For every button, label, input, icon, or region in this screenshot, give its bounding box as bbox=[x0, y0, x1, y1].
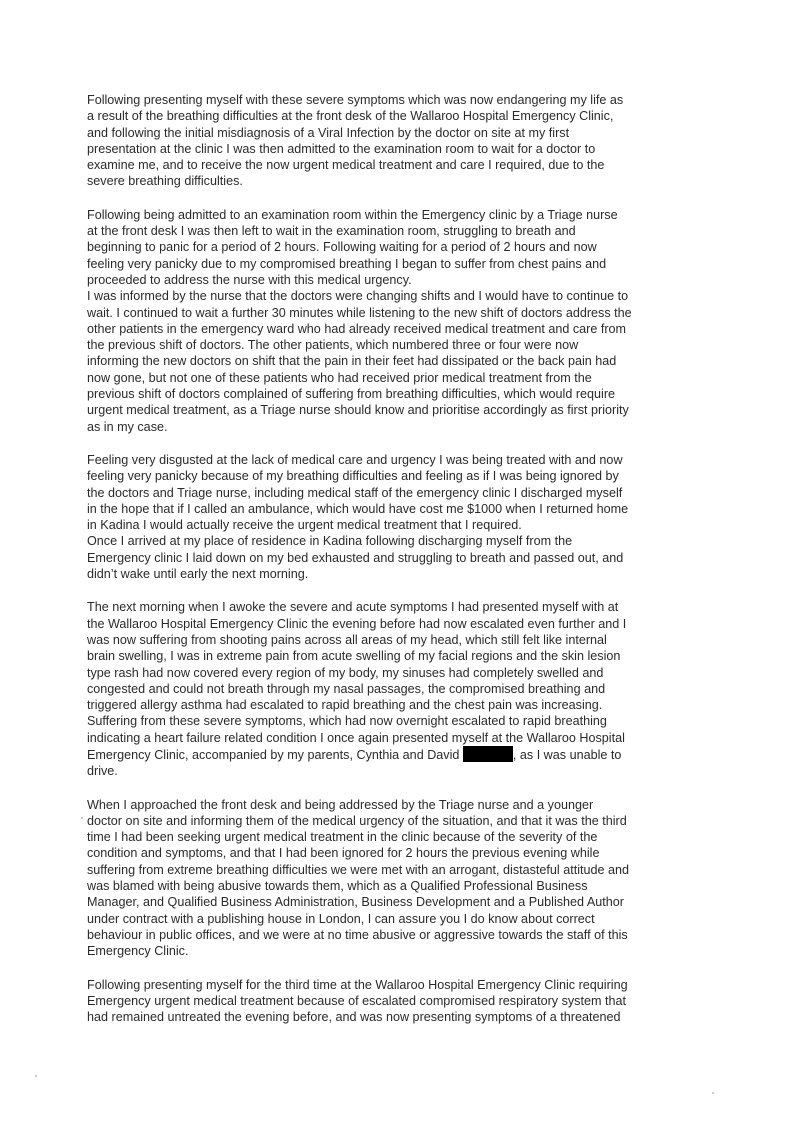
text-line: behaviour in public offices, and we were at no time abusive or aggressive towards the staff of this bbox=[87, 927, 628, 942]
text-line: Following being admitted to an examination room within the Emergency clinic by a Triage nurse bbox=[87, 207, 618, 222]
text-line: other patients in the emergency ward who had already received medical treatment and care from bbox=[87, 321, 627, 336]
paragraph-next-morning bbox=[87, 599, 705, 779]
text-line: I was informed by the nurse that the doctors were changing shifts and I would have to continue to bbox=[87, 289, 629, 304]
text-segment: Emergency Clinic, accompanied by my parents, Cynthia and David bbox=[87, 747, 460, 762]
text-line: now gone, but not one of these patients who had received prior medical treatment from the bbox=[87, 370, 592, 385]
paragraph-examination-room bbox=[87, 207, 705, 435]
text-line: drive. bbox=[87, 764, 118, 779]
text-line: Feeling very disgusted at the lack of medical care and urgency I was being treated with and now bbox=[87, 452, 623, 467]
text-line: severe breathing difficulties. bbox=[87, 174, 243, 189]
text-line: Once I arrived at my place of residence in Kadina following discharging myself from the bbox=[87, 534, 573, 549]
text-line: had remained untreated the evening before, and was now presenting symptoms of a threatened bbox=[87, 1010, 621, 1025]
text-line: doctor on site and informing them of the medical urgency of the situation, and that it was the third bbox=[87, 813, 627, 828]
text-line: type rash had now covered every region of my body, my sinuses had completely swelled and bbox=[87, 665, 604, 680]
text-line: in the hope that if I called an ambulance, which would have cost me $1000 when I returned home bbox=[87, 501, 629, 516]
text-line: proceeded to address the nurse with this medical urgency. bbox=[87, 272, 412, 287]
text-line: congested and could not breath through my nasal passages, the compromised breathing and bbox=[87, 681, 606, 696]
text-line: indicating a heart failure related condition I once again presented myself at the Wallaroo Hospital bbox=[87, 730, 625, 745]
text-line: didn’t wake until early the next morning. bbox=[87, 567, 309, 582]
scan-speck bbox=[712, 1092, 714, 1094]
text-line: a result of the breathing difficulties at the front desk of the Wallaroo Hospital Emergency Clinic, bbox=[87, 109, 614, 124]
text-line: the Wallaroo Hospital Emergency Clinic the evening before had now escalated even further and I bbox=[87, 616, 627, 631]
text-line: Following presenting myself for the third time at the Wallaroo Hospital Emergency Clinic requiring bbox=[87, 977, 628, 992]
text-line: in Kadina I would actually receive the urgent medical treatment that I required. bbox=[87, 518, 522, 533]
text-line: brain swelling, I was in extreme pain from acute swelling of my facial regions and the skin lesion bbox=[87, 649, 621, 664]
text-line: Following presenting myself with these severe symptoms which was now endangering my life as bbox=[87, 93, 624, 107]
text-line: the previous shift of doctors. The other patients, which numbered three or four were now bbox=[87, 338, 579, 353]
text-line: previous shift of doctors complained of suffering from breathing difficulties, which would require bbox=[87, 387, 616, 402]
text-line: informing the new doctors on shift that the pain in their feet had dissipated or the back pain had bbox=[87, 354, 617, 369]
paragraph-front-desk bbox=[87, 797, 705, 960]
text-segment: , as I was unable to bbox=[512, 747, 622, 762]
text-line: presentation at the clinic I was then admitted to the examination room to wait for a doctor to bbox=[87, 141, 596, 156]
text-line: condition and symptoms, and that I had been ignored for 2 hours the previous evening while bbox=[87, 846, 600, 861]
text-line: feeling very panicky because of my breathing difficulties and feeling as if I was being ignored by bbox=[87, 469, 619, 484]
redaction-box bbox=[463, 746, 513, 762]
text-line: Emergency urgent medical treatment because of escalated compromised respiratory system that bbox=[87, 993, 626, 1008]
paragraph-initial-presentation bbox=[87, 92, 705, 190]
text-line: as in my case. bbox=[87, 419, 168, 434]
text-line: suffering from extreme breathing difficulties we were met with an arrogant, distasteful attitude and bbox=[87, 862, 630, 877]
text-line: feeling very panicky due to my compromised breathing I began to suffer from chest pains and bbox=[87, 256, 607, 271]
paragraph-third-presentation bbox=[87, 977, 705, 1026]
text-line: and following the initial misdiagnosis of a Viral Infection by the doctor on site at my first bbox=[87, 125, 570, 140]
text-line: time I had been seeking urgent medical treatment in the clinic because of the severity of the bbox=[87, 830, 598, 845]
text-line: the doctors and Triage nurse, including medical staff of the emergency clinic I discharged myself bbox=[87, 485, 623, 500]
text-line: Emergency Clinic. bbox=[87, 944, 189, 959]
text-line: triggered allergy asthma had escalated to rapid breathing and the chest pain was increasing. bbox=[87, 698, 603, 713]
text-line: was blamed with being abusive towards them, which as a Qualified Professional Business bbox=[87, 879, 588, 894]
document-page bbox=[87, 92, 705, 1042]
text-line: beginning to panic for a period of 2 hours. Following waiting for a period of 2 hours and now bbox=[87, 240, 597, 255]
text-line: urgent medical treatment, as a Triage nurse should know and prioritise accordingly as first priority bbox=[87, 403, 629, 418]
text-line: Emergency clinic I laid down on my bed exhausted and struggling to breath and passed out, and bbox=[87, 550, 624, 565]
text-line: Suffering from these severe symptoms, which had now overnight escalated to rapid breathing bbox=[87, 714, 607, 729]
paragraph-discharge bbox=[87, 452, 705, 582]
scan-speck bbox=[35, 1075, 37, 1077]
text-line: under contract with a publishing house in London, I can assure you I do know about correct bbox=[87, 911, 595, 926]
text-line: at the front desk I was then left to wait in the examination room, struggling to breath and bbox=[87, 224, 576, 239]
text-line: was now suffering from shooting pains across all areas of my head, which still felt like internal bbox=[87, 632, 607, 647]
text-line-with-redaction bbox=[87, 746, 705, 763]
text-line: The next morning when I awoke the severe and acute symptoms I had presented myself with at bbox=[87, 600, 619, 615]
text-line: When I approached the front desk and being addressed by the Triage nurse and a younger bbox=[87, 797, 594, 812]
text-line: wait. I continued to wait a further 30 minutes while listening to the new shift of doctors address the bbox=[87, 305, 632, 320]
text-line: examine me, and to receive the now urgent medical treatment and care I required, due to the bbox=[87, 158, 605, 173]
text-line: Manager, and Qualified Business Administration, Business Development and a Published Author bbox=[87, 895, 624, 910]
scan-speck bbox=[81, 817, 83, 819]
